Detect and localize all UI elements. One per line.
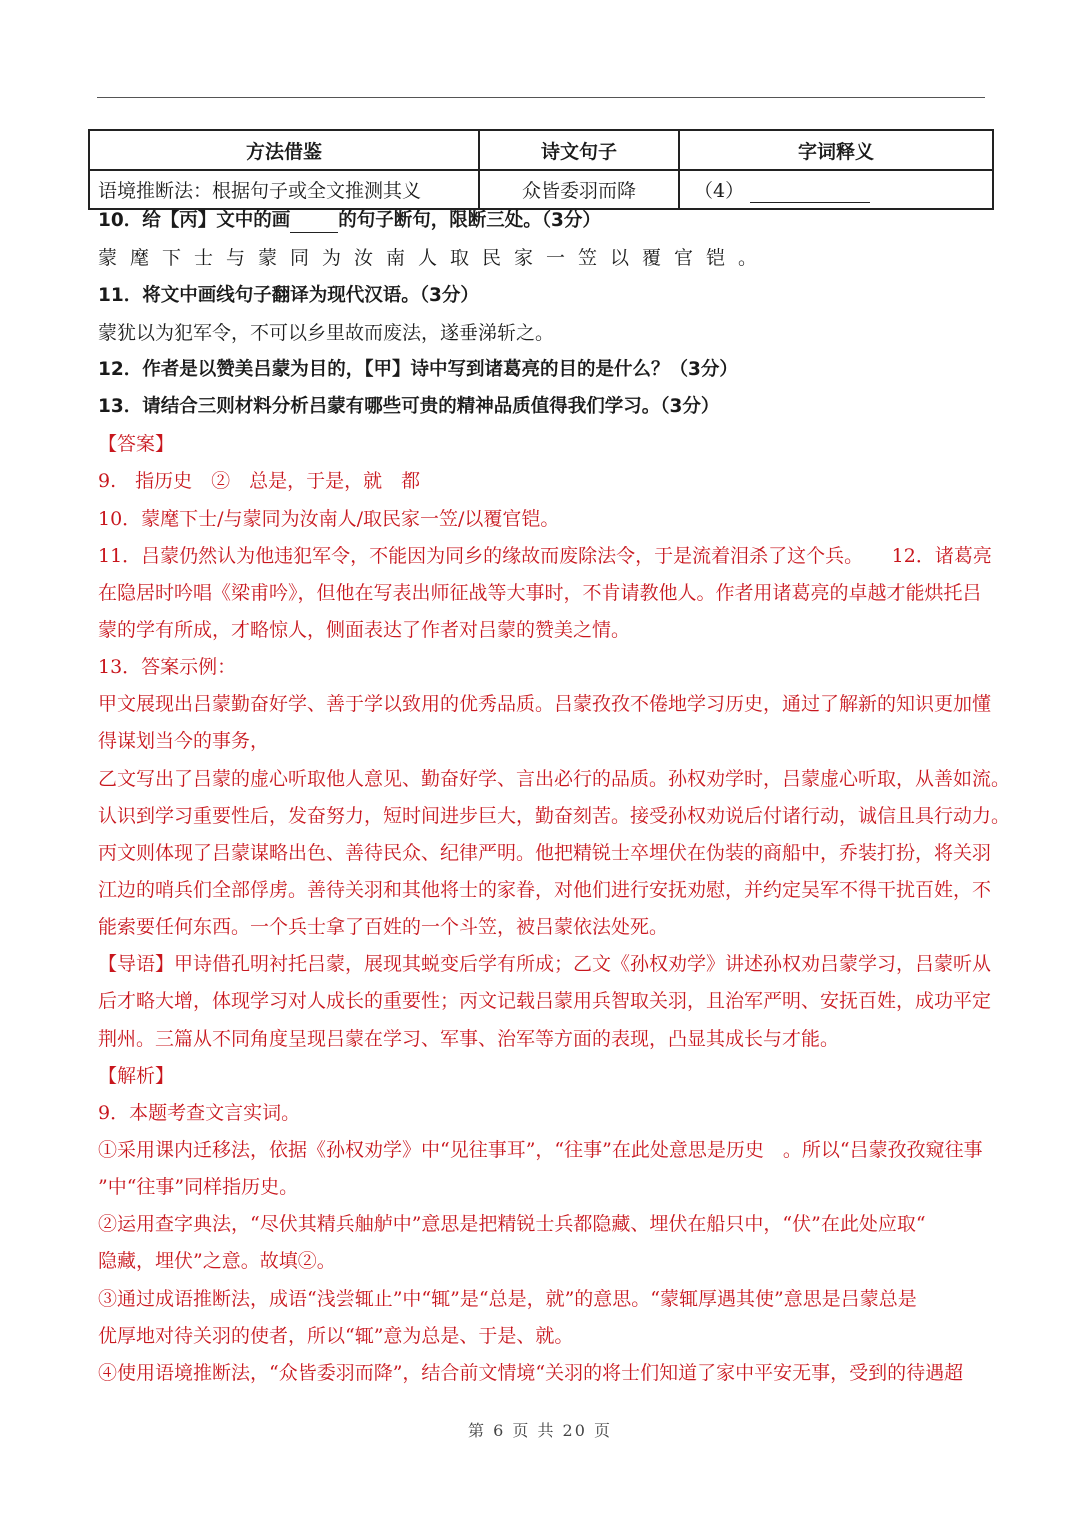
analysis-p3-line-2: 优厚地对待关羽的使者，所以“辄”意为总是、于是、就。 bbox=[98, 1325, 574, 1347]
answer-11-line-2: 在隐居时吟唱《梁甫吟》，但他在写表出师征战等大事时，不肯请教他人。作者用诸葛亮的卓越才能烘托吕 bbox=[98, 582, 982, 604]
answer-13-heading: 13．答案示例： bbox=[98, 656, 237, 678]
guide-line-3: 荆州。三篇从不同角度呈现吕蒙在学习、军事、治军等方面的表现，凸显其成长与才能。 bbox=[98, 1028, 840, 1050]
question-10-text: 蒙麾下士与蒙同为汝南人取民家一笠以覆官铠。 bbox=[98, 247, 771, 269]
question-13: 13．请结合三则材料分析吕蒙有哪些可贵的精神品质值得我们学习。（3分） bbox=[98, 396, 720, 417]
analysis-heading: 【解析】 bbox=[98, 1065, 175, 1087]
question-10-suffix: 的句子断句，限断三处。（3分） bbox=[338, 210, 601, 231]
answer-heading: 【答案】 bbox=[98, 433, 175, 455]
analysis-p2-line-1: ②运用查字典法，“尽伏其精兵舳舻中”意思是把精锐士兵都隐藏、埋伏在船只中，“伏”在此处应取“ bbox=[98, 1213, 926, 1235]
analysis-p3-line-1: ③通过成语推断法，成语“浅尝辄止”中“辄”是“总是，就”的意思。“蒙辄厚遇其使”意思是吕蒙总是 bbox=[98, 1288, 917, 1310]
answer-11-line-3: 蒙的学有所成，才略惊人，侧面表达了作者对吕蒙的赞美之情。 bbox=[98, 619, 631, 641]
question-10-prefix: 10．给【丙】文中的画 bbox=[98, 210, 291, 231]
answer-13-line-1: 甲文展现出吕蒙勤奋好学、善于学以致用的优秀品质。吕蒙孜孜不倦地学习历史，通过了解新的知识更加懂 bbox=[98, 693, 992, 715]
page-number: 第 6 页 共 20 页 bbox=[468, 1421, 612, 1440]
analysis-9-heading: 9．本题考查文言实词。 bbox=[98, 1102, 301, 1124]
answer-13-line-7: 能索要任何东西。一个兵士拿了百姓的一个斗笠，被吕蒙依法处死。 bbox=[98, 916, 669, 938]
table-cell-meaning-label: （4） bbox=[694, 180, 745, 202]
table-header-row bbox=[89, 130, 993, 170]
table-cell-method: 语境推断法：根据句子或全文推测其义 bbox=[89, 170, 479, 209]
analysis-p4-line-1: ④使用语境推断法，“众皆委羽而降”，结合前文情境“关羽的将士们知道了家中平安无事，受到的待遇超 bbox=[98, 1362, 964, 1384]
table-header-meaning: 字词释义 bbox=[679, 130, 993, 170]
analysis-p1-line-2: ”中“往事”同样指历史。 bbox=[98, 1176, 299, 1198]
method-table bbox=[88, 129, 994, 210]
table-cell-sentence: 众皆委羽而降 bbox=[479, 170, 679, 209]
question-12: 12．作者是以赞美吕蒙为目的，【甲】诗中写到诸葛亮的目的是什么？（3分） bbox=[98, 359, 738, 380]
analysis-p2-line-2: 隐藏，埋伏”之意。故填②。 bbox=[98, 1250, 336, 1272]
guide-line-2: 后才略大增，体现学习对人成长的重要性；丙文记载吕蒙用兵智取关羽，且治军严明、安抚百姓，成功平定 bbox=[98, 990, 992, 1012]
question-10 bbox=[98, 209, 988, 233]
answer-13-line-6: 江边的哨兵们全部俘虏。善待关羽和其他将士的家眷，对他们进行安抚劝慰，并约定吴军不得干扰百姓，不 bbox=[98, 879, 992, 901]
answer-13-line-2: 得谋划当今的事务， bbox=[98, 730, 270, 752]
guide-line-1: 【导语】甲诗借孔明衬托吕蒙，展现其蜕变后学有所成；乙文《孙权劝学》讲述孙权劝吕蒙学习，吕蒙听从 bbox=[98, 953, 992, 975]
table-header-method: 方法借鉴 bbox=[89, 130, 479, 170]
underline-mark bbox=[290, 214, 338, 233]
answer-blank bbox=[750, 184, 870, 203]
header-rule bbox=[97, 97, 985, 98]
question-11: 11．将文中画线句子翻译为现代汉语。（3分） bbox=[98, 285, 479, 306]
answer-10: 10．蒙麾下士/与蒙同为汝南人/取民家一笠/以覆官铠。 bbox=[98, 508, 560, 530]
table-cell-meaning bbox=[679, 170, 993, 209]
answer-13-line-5: 丙文则体现了吕蒙谋略出色、善待民众、纪律严明。他把精锐士卒埋伏在伪装的商船中，乔装打扮，将关羽 bbox=[98, 842, 992, 864]
answer-9: 9. 指历史 ② 总是，于是，就 都 bbox=[98, 470, 421, 492]
table-row bbox=[89, 170, 993, 209]
analysis-p1-line-1: ①采用课内迁移法，依据《孙权劝学》中“见往事耳”，“往事”在此处意思是历史 。所以“吕蒙孜孜窥往事 bbox=[98, 1139, 983, 1161]
answer-13-line-4: 认识到学习重要性后，发奋努力，短时间进步巨大，勤奋刻苦。接受孙权劝说后付诸行动，诚信且具行动力。 bbox=[98, 805, 1011, 827]
answer-13-line-3: 乙文写出了吕蒙的虚心听取他人意见、勤奋好学、言出必行的品质。孙权劝学时，吕蒙虚心听取，从善如流。 bbox=[98, 768, 1011, 790]
question-11-text: 蒙犹以为犯军令，不可以乡里故而废法，遂垂涕斩之。 bbox=[98, 322, 555, 344]
answer-11-line-1: 11．吕蒙仍然认为他违犯军令，不能因为同乡的缘故而废除法令，于是流着泪杀了这个兵。 12．诸葛亮 bbox=[98, 545, 992, 567]
table-header-sentence: 诗文句子 bbox=[479, 130, 679, 170]
